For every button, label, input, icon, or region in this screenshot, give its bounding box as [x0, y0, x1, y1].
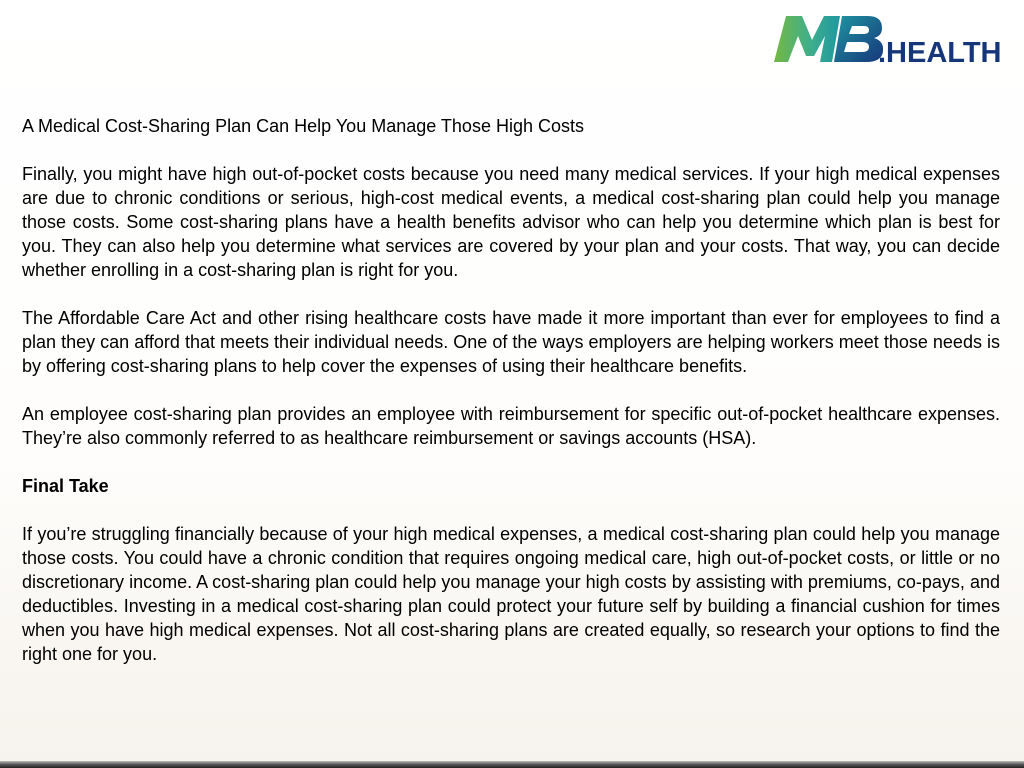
logo-m-shape [774, 16, 840, 62]
final-take-heading: Final Take [22, 476, 109, 496]
article-paragraph-3: An employee cost-sharing plan provides an employee with reimbursement for specific out-of-pocket healthcare expenses. They’re also commonly referred to as healthcare reimbursement or savings accounts (HSA). [22, 404, 1000, 448]
article-heading: A Medical Cost-Sharing Plan Can Help You Manage Those High Costs [22, 116, 584, 136]
article-paragraph-4: If you’re struggling financially because of your high medical expenses, a medical cost-sharing plan could help you manage those costs. You could have a chronic condition that requires ongoing medical care, high out-of-pocket costs, or little or no discretionary income. A cost-sharing plan could help you manage your high costs by assisting with premiums, co-pays, and deductibles. Investing in a medical cost-sharing plan could protect your future self by building a financial cushion for times when you have high medical expenses. Not all cost-sharing plans are created equally, so research your options to find the right one for you. [22, 524, 1000, 664]
article-body [22, 114, 1000, 690]
logo-health-text: .HEALTH [878, 37, 1002, 66]
article-paragraph-1: Finally, you might have high out-of-pocket costs because you need many medical services. If your high medical expenses are due to chronic conditions or serious, high-cost medical events, a medical cost-sharing plan could help you manage those costs. Some cost-sharing plans have a health benefits advisor who can help you determine which plan is best for you. They can also help you determine what services are covered by your plan and your costs. That way, you can decide whether enrolling in a cost-sharing plan is right for you. [22, 164, 1000, 280]
logo-b-shape [834, 16, 883, 62]
mb-health-logo [772, 10, 1004, 66]
logo-graphic [772, 10, 1004, 66]
bottom-border-bar [0, 761, 1024, 768]
article-paragraph-2: The Affordable Care Act and other rising healthcare costs have made it more important than ever for employees to find a plan they can afford that meets their individual needs. One of the ways employers are helping workers meet those needs is by offering cost-sharing plans to help cover the expenses of using their healthcare benefits. [22, 308, 1000, 376]
